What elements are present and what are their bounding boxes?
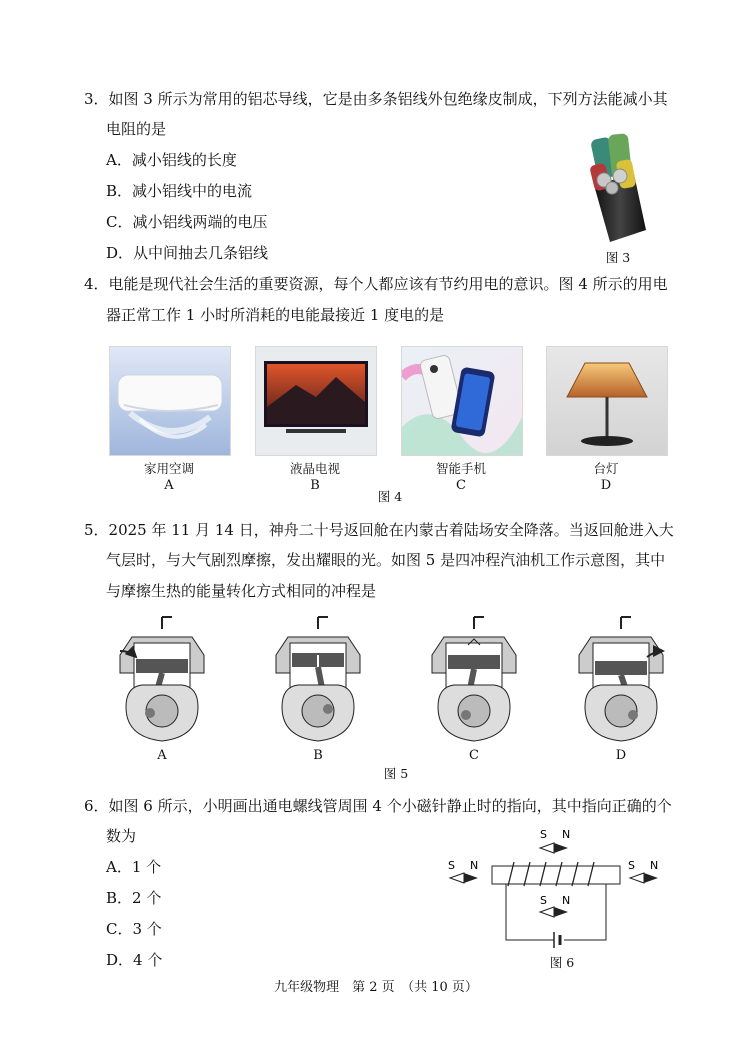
item-a-name: 家用空调 [143, 461, 194, 476]
figure-4-caption: 图 4 [377, 489, 403, 504]
q3-option-a: A．减小铝线的长度 [106, 151, 237, 169]
aluminum-cable-image [572, 130, 652, 245]
top-needle [540, 843, 554, 853]
figure-6-caption: 图 6 [549, 955, 575, 970]
page-footer: 九年级物理 第 2 页 （共 10 页） [274, 980, 478, 995]
left-needle-s-label: S [448, 859, 455, 872]
q4-line2: 器正常工作 1 小时所消耗的电能最接近 1 度电的是 [106, 306, 445, 324]
air-conditioner-image [109, 346, 231, 456]
item-c-name: 智能手机 [435, 461, 486, 476]
item-c-letter: C [456, 478, 466, 493]
right-needle-n-label: N [650, 859, 659, 872]
q6-option-b: B．2 个 [106, 889, 162, 907]
q5-line3: 与摩擦生热的能量转化方式相同的冲程是 [106, 582, 377, 600]
engine-stroke-b-diagram [268, 615, 368, 745]
q3-option-d: D．从中间抽去几条铝线 [106, 244, 269, 262]
item-b-letter: B [310, 478, 320, 493]
left-needle [450, 873, 464, 883]
q3-option-c: C．减小铝线两端的电压 [106, 213, 268, 231]
top-needle-s-label: S [540, 828, 547, 841]
inner-needle-s-label: S [540, 894, 547, 907]
figure-5-caption: 图 5 [383, 766, 409, 781]
solenoid-diagram [440, 820, 670, 955]
engine-stroke-d-diagram [571, 615, 671, 745]
q5-line2: 气层时，与大气剧烈摩擦，发出耀眼的光。如图 5 是四冲程汽油机工作示意图，其中 [106, 551, 666, 569]
inner-needle-n-label: N [562, 894, 571, 907]
q4-line1: 4．电能是现代社会生活的重要资源，每个人都应该有节约用电的意识。图 4 所示的用电 [84, 275, 668, 293]
q5-line1: 5．2025 年 11 月 14 日，神舟二十号返回舱在内蒙古着陆场安全降落。当返回舱进入大 [84, 521, 674, 539]
q3-line1: 3．如图 3 所示为常用的铝芯导线，它是由多条铝线外包绝缘皮制成，下列方法能减小其 [84, 90, 668, 108]
q3-option-b: B．减小铝线中的电流 [106, 182, 253, 200]
engine-b-letter: B [313, 748, 323, 763]
item-d-name: 台灯 [593, 461, 619, 476]
top-needle-n-label: N [562, 828, 571, 841]
engine-a-letter: A [157, 748, 167, 763]
q6-line1: 6．如图 6 所示，小明画出通电螺线管周围 4 个小磁针静止时的指向，其中指向正确的个 [84, 797, 672, 815]
q6-option-d: D．4 个 [106, 951, 163, 969]
lcd-tv-image [255, 346, 377, 456]
item-a-letter: A [164, 478, 174, 493]
engine-stroke-c-diagram [424, 615, 524, 745]
right-needle [630, 873, 644, 883]
smartphone-image [401, 346, 523, 456]
q6-option-a: A．1 个 [106, 858, 162, 876]
right-needle-s-label: S [628, 859, 635, 872]
q3-line2: 电阻的是 [106, 120, 167, 138]
item-d-letter: D [600, 478, 612, 493]
q6-option-c: C．3 个 [106, 920, 162, 938]
engine-stroke-a-diagram [112, 615, 212, 745]
table-lamp-image [546, 346, 668, 456]
q6-line2: 数为 [106, 827, 137, 845]
item-b-name: 液晶电视 [289, 461, 340, 476]
figure-3-caption: 图 3 [605, 250, 631, 265]
engine-c-letter: C [469, 748, 479, 763]
engine-d-letter: D [615, 748, 627, 763]
left-needle-n-label: N [470, 859, 479, 872]
inner-needle [540, 907, 554, 917]
circuit-wire-right [564, 884, 606, 940]
